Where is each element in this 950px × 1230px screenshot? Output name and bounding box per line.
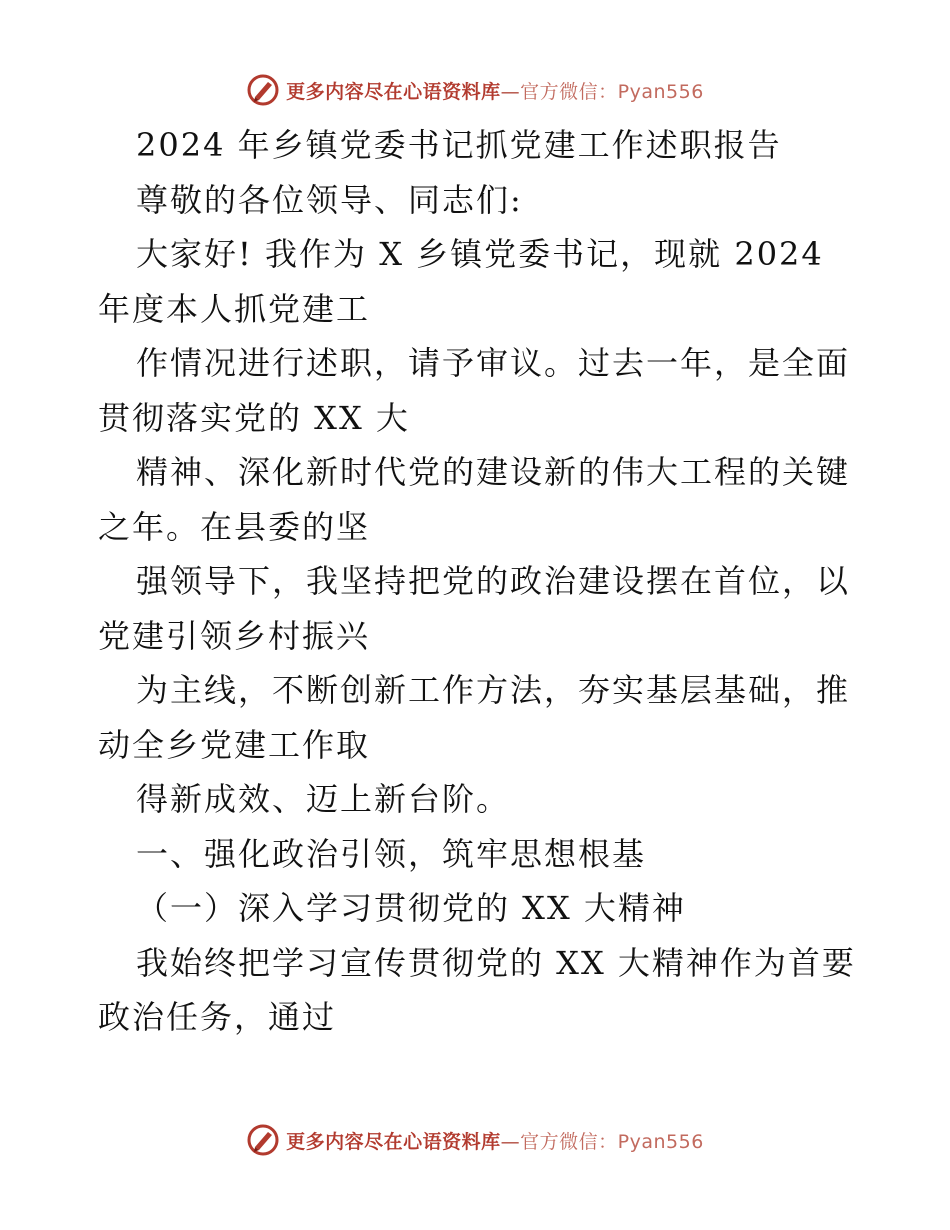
pen-logo-icon bbox=[246, 1123, 280, 1157]
pen-logo-icon bbox=[246, 73, 280, 107]
text-line: 2024 年乡镇党委书记抓党建工作述职报告 bbox=[136, 126, 782, 164]
banner-dash: — bbox=[500, 1130, 521, 1153]
document-body bbox=[98, 118, 858, 1045]
text-line: 为主线，不断创新工作方法，夯实基层基础，推 bbox=[136, 671, 851, 709]
text-line: 大家好! 我作为 X 乡镇党委书记，现就 2024 bbox=[136, 235, 824, 273]
text-line: （一）深入学习贯彻党的 XX 大精神 bbox=[136, 889, 686, 927]
text-line: 党建引领乡村振兴 bbox=[98, 616, 371, 655]
text-line: 尊敬的各位领导、同志们: bbox=[136, 180, 523, 219]
footer-banner bbox=[0, 1120, 950, 1160]
text-line: 之年。在县委的坚 bbox=[98, 507, 371, 546]
text-line: 政治任务，通过 bbox=[98, 998, 337, 1036]
text-line: 强领导下，我坚持把党的政治建设摆在首位，以 bbox=[136, 562, 851, 600]
banner-text bbox=[286, 1127, 704, 1154]
banner-dash: — bbox=[500, 80, 521, 103]
text-line: 得新成效、迈上新台阶。 bbox=[136, 780, 511, 818]
banner-main-text: 更多内容尽在心语资料库 bbox=[286, 80, 501, 103]
text-line: 一、强化政治引领，筑牢思想根基 bbox=[136, 834, 647, 873]
text-line: 精神、深化新时代党的建设新的伟大工程的关键 bbox=[136, 453, 851, 491]
banner-sub-text: 官方微信：Pyan556 bbox=[520, 80, 704, 103]
text-line: 我始终把学习宣传贯彻党的 XX 大精神作为首要 bbox=[136, 943, 856, 982]
text-line: 年度本人抓党建工 bbox=[98, 289, 371, 328]
text-line: 贯彻落实党的 XX 大 bbox=[98, 398, 410, 437]
text-line: 动全乡党建工作取 bbox=[98, 725, 371, 764]
banner-main-text: 更多内容尽在心语资料库 bbox=[286, 1130, 501, 1153]
text-line: 作情况进行述职，请予审议。过去一年，是全面 bbox=[136, 344, 851, 382]
header-banner bbox=[0, 70, 950, 110]
banner-text bbox=[286, 77, 704, 104]
banner-sub-text: 官方微信：Pyan556 bbox=[520, 1130, 704, 1153]
